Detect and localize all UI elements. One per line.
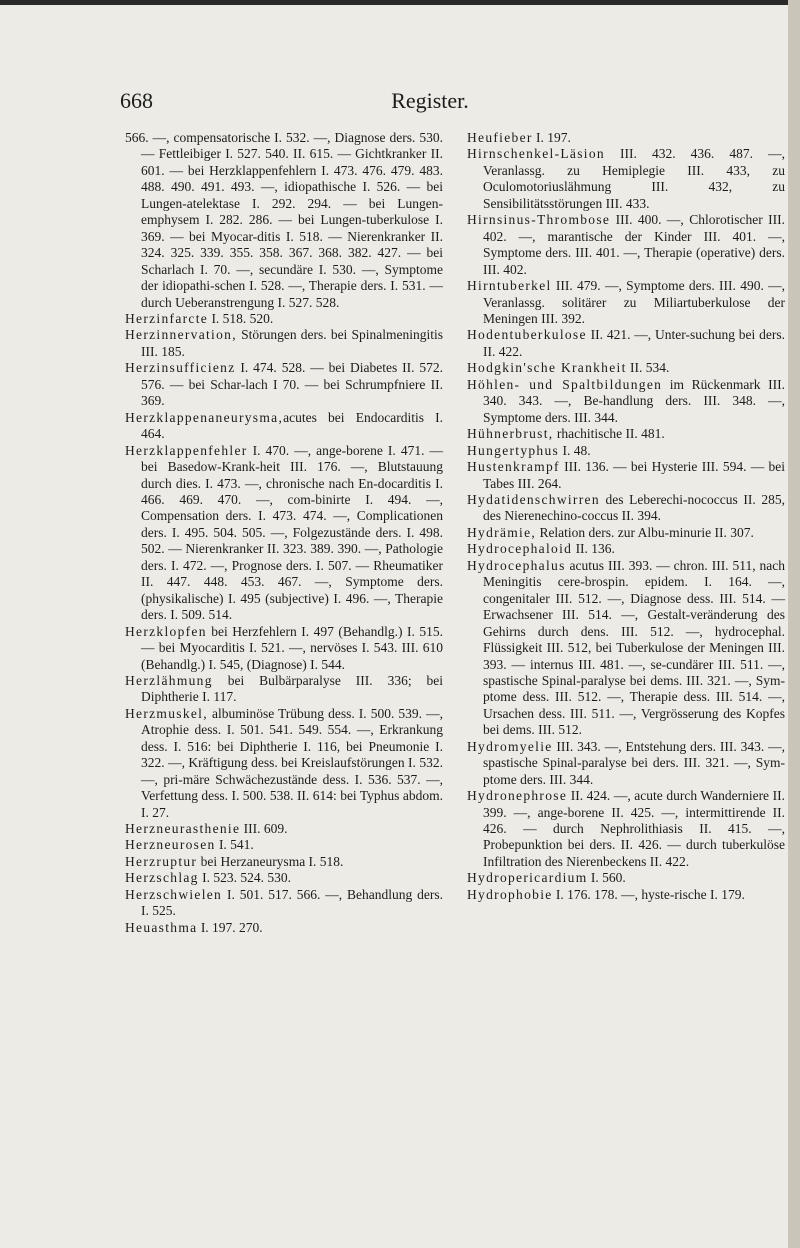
index-term: Herzschlag — [125, 870, 199, 886]
index-term: Heuasthma — [125, 919, 198, 935]
index-entry — [467, 327, 785, 360]
index-term: Hydrophobie — [467, 886, 553, 902]
index-references: 566. —, compensatorische I. 532. —, Diagnose ders. 530. — Fettleibiger I. 527. 540. II. 615. — Gichtkranker II. 601. — bei Herzklappenfehlern I. 473. 476. 479. 483. 488. 490. 491. 493. —, idiopathische I. 526. — bei Lungen-atelektase I. 292. 294. — bei Lungen-emphysem I. 282. 286. — bei Lungen-tuberkulose I. 369. — bei Myocar-ditis I. 518. — Nierenkranker II. 324. 325. 339. 355. 358. 367. 368. 382. 427. — bei Scharlach I. 70. —, secundäre I. 530. —, Symptome der idiopathi-schen I. 528. —, Therapie ders. I. 531. — durch Ueberanstrengung I. 527. 528. — [125, 130, 443, 310]
index-entry — [125, 821, 443, 837]
index-term: Hydromyelie — [467, 738, 553, 754]
index-references: rhachitische II. 481. — [553, 426, 665, 442]
index-entry — [125, 706, 443, 821]
index-term: Hühnerbrust, — [467, 426, 554, 442]
index-entry — [467, 130, 785, 146]
index-references: I. 541. — [215, 837, 254, 853]
page-number: 668 — [120, 88, 153, 113]
index-references: bei Herzfehlern I. 497 (Behandlg.) I. 515. — bei Myocarditis I. 521. —, nervöses I. 543. III. 610 (Behandlg.) I. 545, (Diagnose) I. 544. — [141, 623, 443, 672]
index-entry — [467, 558, 785, 739]
index-references: bei Bulbärparalyse III. 336; bei Diphtherie I. 117. — [141, 672, 443, 705]
index-entry — [125, 854, 443, 870]
index-entry — [467, 887, 785, 903]
index-term: Hydrocephalus — [467, 557, 566, 573]
index-references: I. 560. — [587, 870, 626, 886]
index-term: Hungertyphus — [467, 442, 560, 458]
index-references: Relation ders. zur Albu-minurie II. 307. — [536, 524, 754, 540]
index-term: Hirntuberkel — [467, 278, 552, 294]
index-entry — [467, 426, 785, 442]
index-term: Herzklopfen — [125, 623, 207, 639]
index-references: II. 534. — [626, 360, 670, 376]
index-entry — [467, 541, 785, 557]
index-term: Hydrocephaloid — [467, 541, 573, 557]
index-entry — [467, 739, 785, 788]
index-entry — [467, 492, 785, 525]
index-entry — [467, 459, 785, 492]
index-references: des Leberechi-nococcus II. 285, des Nierenechino-coccus II. 394. — [483, 491, 785, 524]
index-references: III. 609. — [240, 821, 288, 837]
index-term: Hirnschenkel-Läsion — [467, 146, 605, 162]
index-references: I. 197. 270. — [197, 919, 263, 935]
index-references: I. 176. 178. —, hyste-rische I. 179. — [552, 886, 745, 902]
index-term: Herzmuskel, — [125, 705, 208, 721]
index-term: Hustenkrampf — [467, 459, 560, 475]
index-term: Hydropericardium — [467, 870, 588, 886]
index-references: Störungen ders. bei Spinalmeningitis III. 185. — [141, 327, 443, 359]
index-references: II. 424. —, acute durch Wanderniere II. 399. —, ange-borene II. 425. —, intermittirende II. 426. — durch Nephrolithiasis II. 415. —, Probepunktion bei ders. II. 426. — durch tuberkulöse Infiltration des Nierenbeckens II. 422. — [483, 788, 785, 869]
index-term: Hodgkin'sche Krankheit — [467, 360, 627, 376]
index-entry — [467, 788, 785, 870]
index-term: Hirnsinus-Thrombose — [467, 212, 611, 228]
index-references: II. 421. —, Unter-suchung bei ders. II. 422. — [483, 327, 785, 359]
index-term: Herzinnervation, — [125, 327, 237, 343]
index-term: Herzlähmung — [125, 672, 213, 688]
index-references: I. 197. — [532, 130, 571, 145]
index-entry — [125, 410, 443, 443]
index-term: Herzneurosen — [125, 837, 216, 853]
index-entry — [125, 870, 443, 886]
top-edge-rule — [0, 0, 800, 5]
right-column — [467, 130, 785, 903]
index-term: Herzschwielen — [125, 886, 223, 902]
index-entry — [467, 870, 785, 886]
index-references: acutus III. 393. — chron. III. 511, nach Meningitis cere-brospin. epidem. I. 164. —, congenitaler III. 512. —, Diagnose dess. III. 514. — Erwachsener III. 514. —, Gestalt-veränderung des Gehirns durch dens. III. 512. —, hydrocephal. Flüssigkeit III. 512, bei Tuberkulose der Meningen III. 393. — internus III. 481. —, se-cundärer III. 511. —, spastische Spinal-paralyse bei dems. III. 321. —, Sym-ptome dess. III. 512. —, Therapie dess. III. 514. —, Ursachen dess. III. 511. —, Vergrösserung des Kopfes bei dems. III. 512. — [483, 557, 785, 738]
index-term: Heufieber — [467, 130, 533, 145]
index-references: I. 501. 517. 566. —, Behandlung ders. I. 525. — [141, 886, 443, 919]
index-term: Herzinfarcte — [125, 310, 209, 326]
running-head: Register. — [391, 88, 469, 113]
index-references: albuminöse Trübung dess. I. 500. 539. —, Atrophie dess. I. 501. 541. 549. 554. —, Erkrankung dess. I. 516: bei Diphtherie I. 116, bei Pneumonie I. 322. —, Kräftigung dess. bei Kreislaufstörungen I. 532. —, pri-märe Schwächezustände dess. I. 536. 537. —, Verfettung dess. I. 500. 538. II. 614: bei Typhus abdom. I. 27. — [141, 705, 443, 820]
index-entry — [467, 360, 785, 376]
index-references: II. 136. — [572, 541, 615, 557]
index-references: im Rückenmark III. 340. 343. —, Be-handlung ders. III. 348. —, Symptome ders. III. 344. — [483, 376, 785, 425]
index-references: III. 136. — bei Hysterie III. 594. — bei Tabes III. 264. — [483, 459, 785, 491]
index-term: Herzinsufficienz — [125, 360, 236, 376]
index-references: III. 400. —, Chlorotischer III. 402. —, marantische der Kinder III. 401. —, Symptome ders. III. 401. —, Therapie (operative) ders. III. 402. — [483, 212, 785, 277]
index-references: I. 470. —, ange-borene I. 471. — bei Basedow-Krank-heit III. 176. —, Blutstauung durch dies. I. 473. —, chronische nach En-docarditis I. 466. 469. 470. —, com-binirte I. 494. —, Compensation ders. I. 473. 474. —, Complicationen ders. I. 495. 504. 505. —, Folgezustände ders. I. 498. 502. — Nierenkranker II. 323. 389. 390. —, Pathologie ders. I. 472. —, Prognose ders. I. 507. — Rheumatiker II. 447. 448. 453. 467. —, Symptome ders. (physikalische) I. 495 (subjective) I. 496. —, Therapie ders. I. 509. 514. — [141, 442, 443, 623]
index-term: Hydrämie, — [467, 524, 537, 540]
index-entry — [125, 887, 443, 920]
index-entry — [125, 130, 443, 311]
index-term: Hodentuberkulose — [467, 327, 587, 343]
index-term: Höhlen- und Spaltbildungen — [467, 376, 663, 392]
index-references: I. 48. — [559, 442, 591, 458]
index-references: I. 518. 520. — [208, 310, 274, 326]
index-references: bei Herzaneurysma I. 518. — [197, 853, 344, 869]
index-references: III. 432. 436. 487. —, Veranlassg. zu Hemiplegie III. 433, zu Oculomotoriuslähmung III. 432, zu Sensibilitätsstörungen III. 433. — [483, 146, 785, 211]
index-term: Hydronephrose — [467, 788, 568, 804]
index-entry — [467, 146, 785, 212]
page-edge-strip — [788, 0, 800, 1248]
index-entry — [125, 837, 443, 853]
index-references: I. 523. 524. 530. — [198, 870, 291, 886]
index-term: Herzruptur — [125, 853, 198, 869]
index-entry — [467, 525, 785, 541]
index-references: acutes bei Endocarditis I. 464. — [141, 409, 443, 442]
index-entry — [125, 443, 443, 624]
index-references: III. 479. —, Symptome ders. III. 490. —, Veranlassg. solitärer zu Miliartuberkulose der Meningen III. 392. — [483, 278, 785, 326]
index-entry — [467, 212, 785, 278]
index-entry — [125, 624, 443, 673]
index-term: Hydatidenschwirren — [467, 491, 600, 507]
index-entry — [125, 327, 443, 360]
page-header — [120, 88, 740, 116]
index-references: I. 474. 528. — bei Diabetes II. 572. 576. — bei Schar-lach I 70. — bei Schrumpfniere II. 369. — [141, 360, 443, 409]
index-entry — [467, 443, 785, 459]
index-entry — [467, 377, 785, 426]
index-entry — [125, 311, 443, 327]
index-entry — [467, 278, 785, 327]
index-references: III. 343. —, Entstehung ders. III. 343. —, spastische Spinal-paralyse bei ders. III. 321. —, Sym-ptome ders. III. 344. — [483, 738, 785, 787]
index-entry — [125, 673, 443, 706]
index-term: Herzklappenaneurysma, — [125, 409, 284, 425]
index-term: Herzneurasthenie — [125, 821, 241, 837]
left-column — [125, 130, 443, 936]
index-entry — [125, 360, 443, 409]
index-term: Herzklappenfehler — [125, 442, 248, 458]
index-entry — [125, 920, 443, 936]
